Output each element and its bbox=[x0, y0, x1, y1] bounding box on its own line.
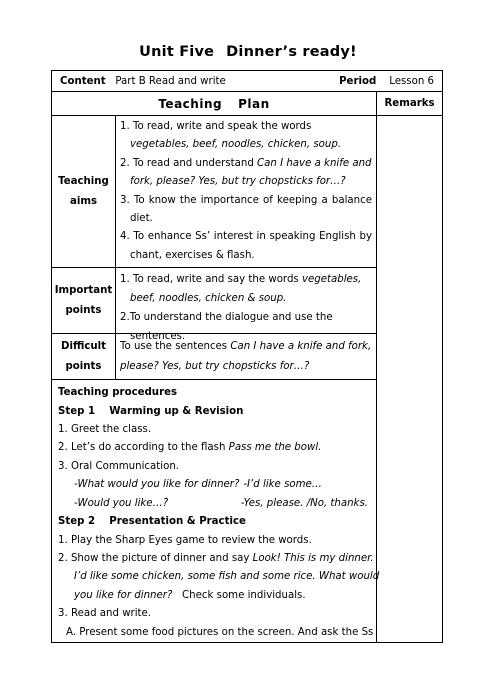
list-item: 2. Show the picture of dinner and say Look! This is my dinner. bbox=[58, 552, 374, 564]
remarks-header: Remarks bbox=[377, 92, 443, 116]
list-item: 1. To read, write and say the words vegetables, beef, noodles, chicken & soup. bbox=[120, 274, 362, 305]
period-info bbox=[339, 76, 434, 87]
list-item: 1. Greet the class. bbox=[58, 424, 152, 436]
content-value: Part B Read and write bbox=[115, 75, 226, 87]
remarks-cell bbox=[377, 116, 443, 643]
step-2-heading: Step 2 Presentation & Practice bbox=[58, 516, 246, 528]
header-row bbox=[52, 71, 443, 92]
important-label: Important points bbox=[52, 268, 116, 334]
list-item: 3. To know the importance of keeping a balance diet. bbox=[120, 194, 372, 225]
teaching-plan-table bbox=[51, 70, 443, 643]
list-item: you like for dinner? Check some individuals. bbox=[74, 589, 306, 601]
list-item: 2.To understand the dialogue and use the sentences. bbox=[120, 312, 333, 343]
list-item: 4. To enhance Ss’ interest in speaking English by chant, exercises & flash. bbox=[120, 231, 372, 261]
difficult-text: To use the sentences Can I have a knife and fork, please? Yes, but try chopsticks for…? bbox=[116, 334, 377, 380]
list-item: 3. Oral Communication. bbox=[58, 460, 180, 472]
title-lesson-name: Dinner’s ready! bbox=[226, 44, 357, 60]
list-item: 3. Read and write. bbox=[58, 608, 152, 620]
document-title bbox=[0, 44, 496, 60]
list-item: 1. To read, write and speak the words vegetables, beef, noodles, chicken, soup. bbox=[120, 121, 342, 151]
content-label: Content bbox=[60, 75, 106, 87]
aims-row bbox=[52, 116, 443, 268]
title-unit: Unit Five bbox=[139, 44, 215, 60]
plan-title-row bbox=[52, 92, 443, 116]
content-info bbox=[60, 76, 226, 87]
difficult-label: Difficult points bbox=[52, 334, 116, 380]
procedures-cell bbox=[52, 380, 380, 643]
step-1-heading: Step 1 Warming up & Revision bbox=[58, 405, 244, 417]
procedures-heading: Teaching procedures bbox=[58, 387, 178, 399]
plan-title: Teaching Plan bbox=[52, 92, 377, 116]
list-item: I’d like some chicken, some fish and some rice. What would bbox=[74, 571, 380, 583]
list-item: A. Present some food pictures on the screen. And ask the Ss bbox=[66, 626, 374, 638]
aims-label: Teaching aims bbox=[52, 116, 116, 268]
dialog-line: -Would you like…? -Yes, please. /No, thanks. bbox=[74, 497, 368, 509]
aims-list bbox=[116, 116, 377, 268]
period-value: Lesson 6 bbox=[389, 75, 435, 87]
important-list bbox=[116, 268, 377, 343]
dialog-line: -What would you like for dinner? -I’d like some… bbox=[74, 479, 322, 491]
period-label: Period bbox=[339, 75, 377, 87]
list-item: 1. Play the Sharp Eyes game to review the words. bbox=[58, 534, 312, 546]
list-item: 2. To read and understand Can I have a knife and fork, please? Yes, but try chopsticks for…? bbox=[120, 157, 372, 188]
list-item: 2. Let’s do according to the flash Pass me the bowl. bbox=[58, 442, 322, 454]
